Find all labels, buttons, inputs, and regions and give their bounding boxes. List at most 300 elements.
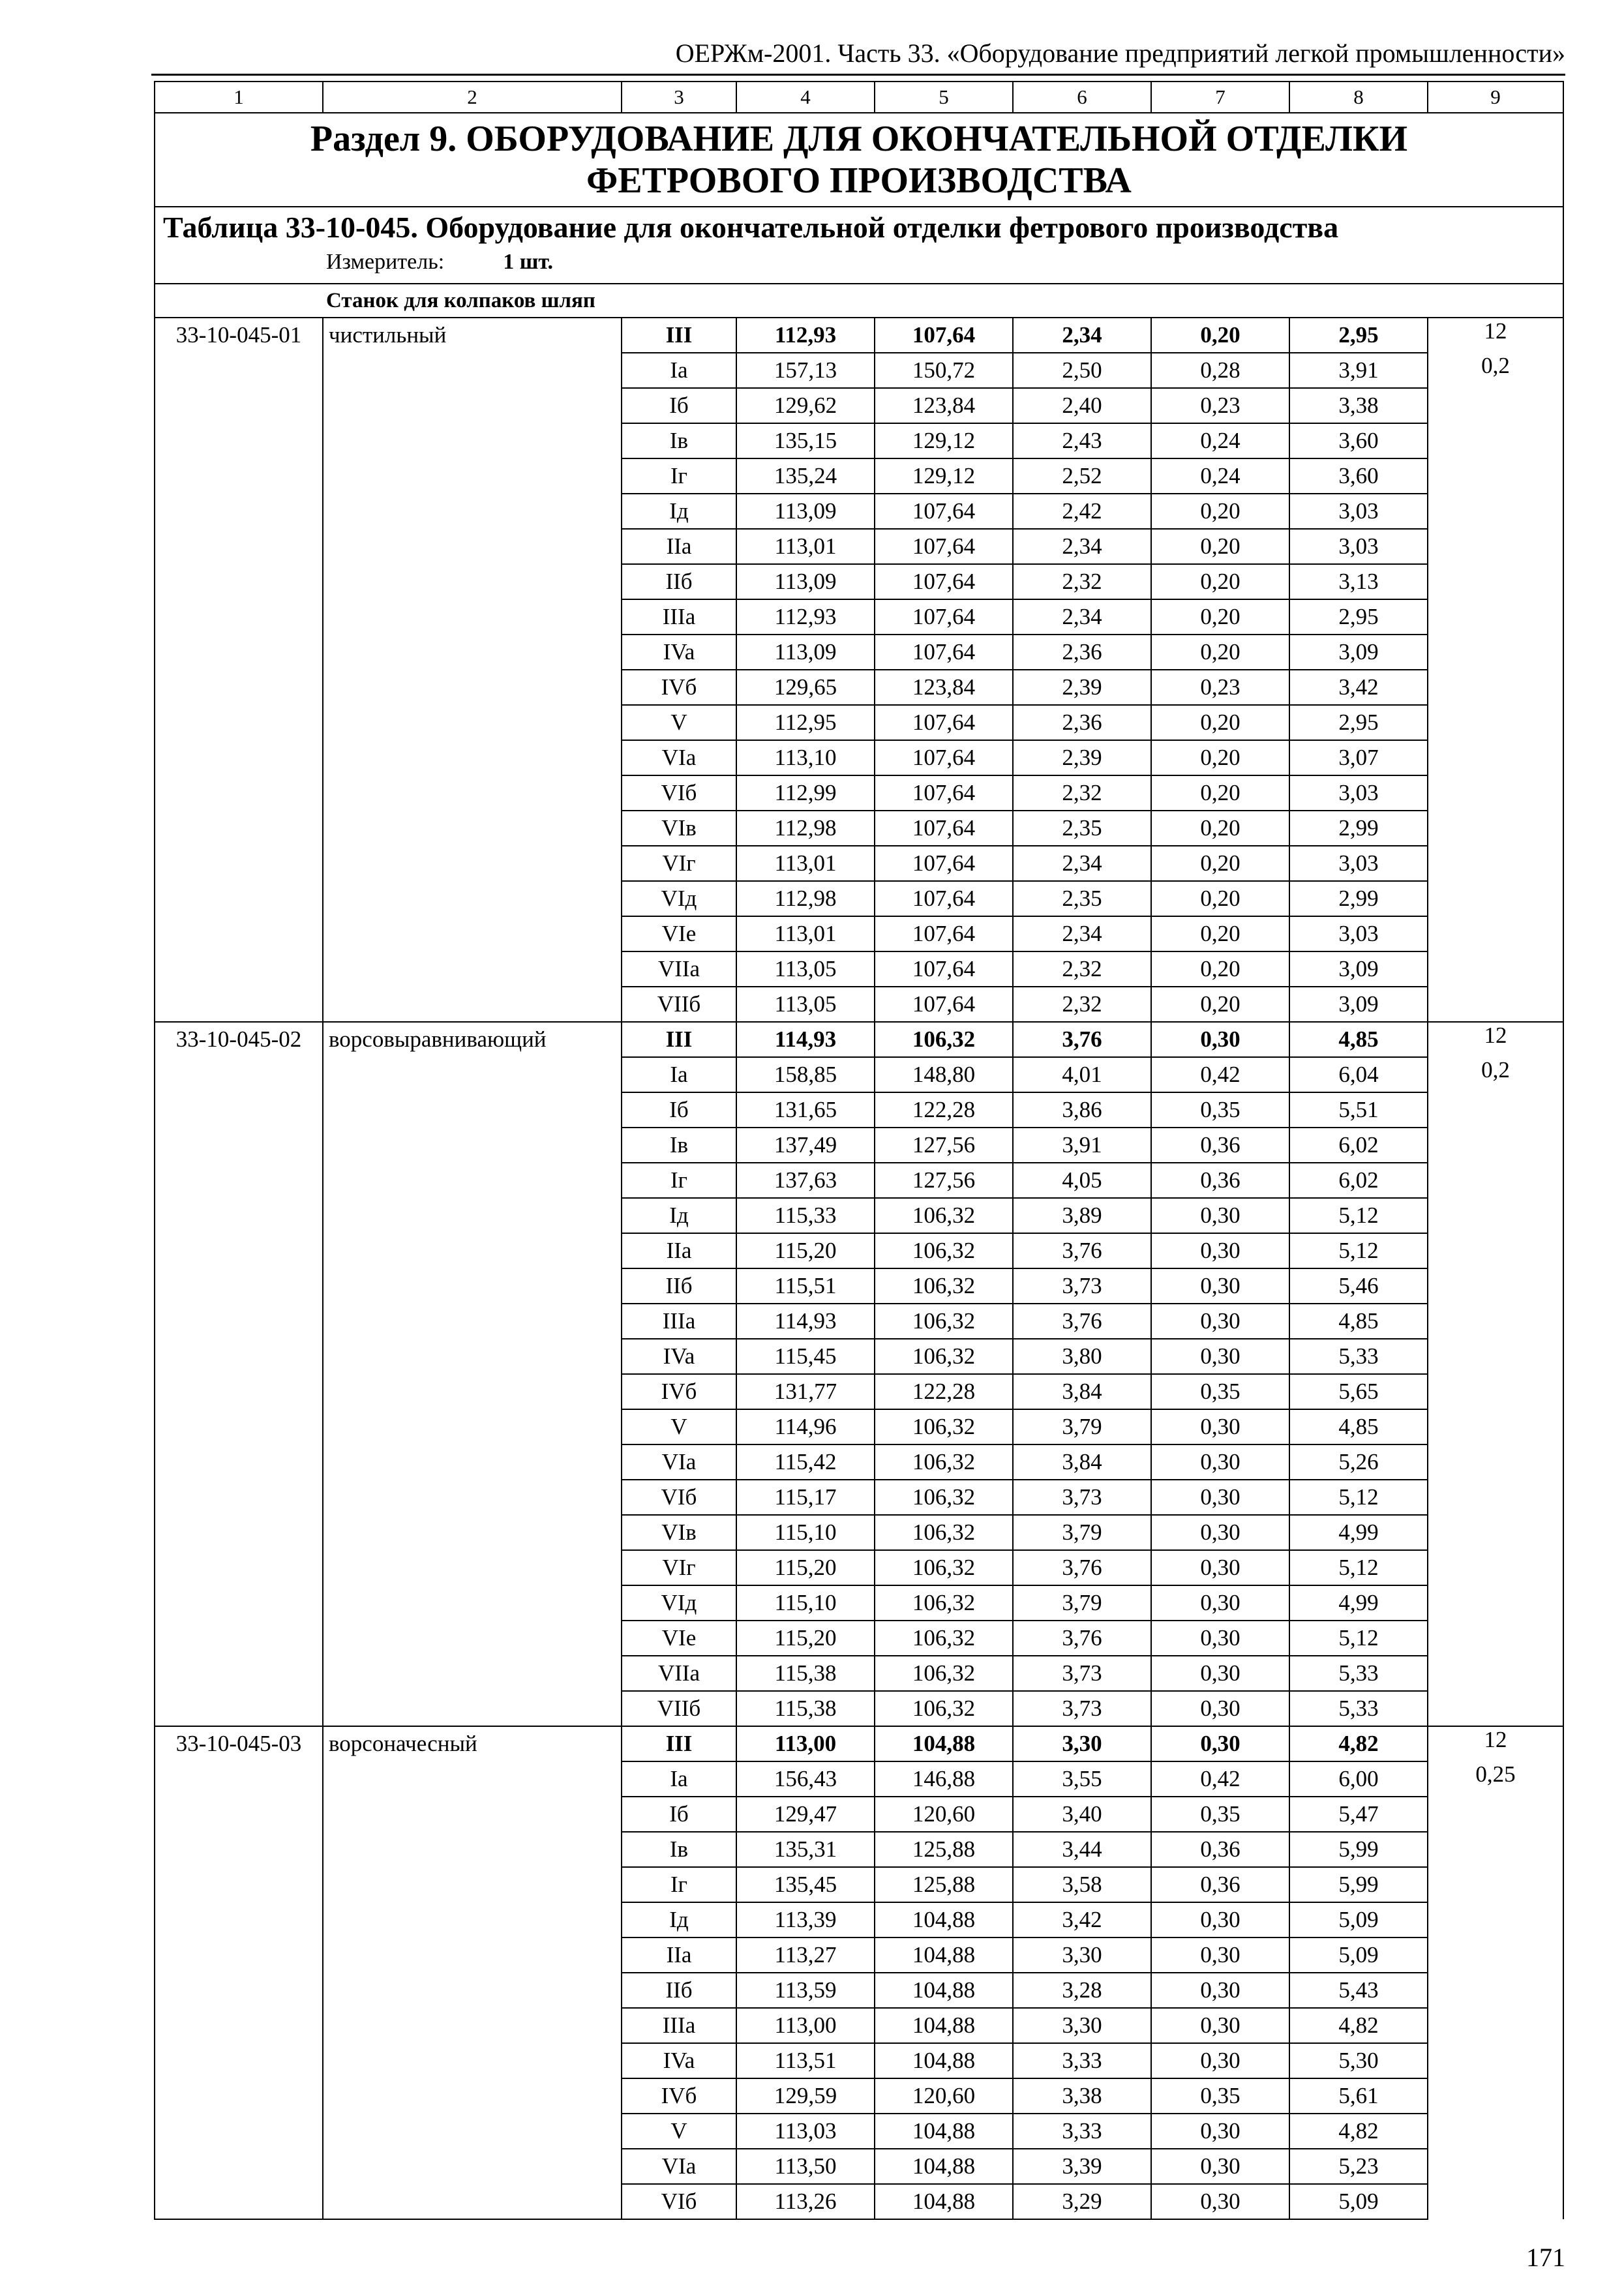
value-cell: 107,64 [875, 987, 1013, 1022]
value-cell: 3,09 [1289, 987, 1428, 1022]
value-cell: 0,30 [1151, 1444, 1289, 1480]
value-cell: 115,20 [736, 1550, 875, 1585]
value-cell: 107,64 [875, 881, 1013, 916]
value-cell: 107,64 [875, 564, 1013, 599]
value-cell: 113,50 [736, 2149, 875, 2184]
value-cell: 5,12 [1289, 1480, 1428, 1515]
column-9-cell [1428, 2184, 1563, 2219]
column-9-cell: 0,25 [1428, 1761, 1563, 1797]
value-cell: 156,43 [736, 1761, 875, 1797]
value-cell: 6,02 [1289, 1163, 1428, 1198]
value-cell: 0,30 [1151, 1339, 1289, 1374]
value-cell: 4,01 [1013, 1057, 1151, 1092]
value-cell: 0,20 [1151, 846, 1289, 881]
value-cell: 107,64 [875, 494, 1013, 529]
value-cell: 0,30 [1151, 1902, 1289, 1937]
value-cell: 2,34 [1013, 529, 1151, 564]
value-cell: 135,24 [736, 458, 875, 494]
resource-name: чистильный [323, 318, 622, 1022]
value-cell: 3,03 [1289, 494, 1428, 529]
column-9-cell [1428, 1163, 1563, 1198]
value-cell: 5,33 [1289, 1656, 1428, 1691]
zone-cell: III [622, 318, 736, 353]
value-cell: 125,88 [875, 1867, 1013, 1902]
column-9-cell [1428, 458, 1563, 494]
value-cell: 5,23 [1289, 2149, 1428, 2184]
value-cell: 129,65 [736, 670, 875, 705]
value-cell: 5,61 [1289, 2078, 1428, 2114]
value-cell: 5,33 [1289, 1691, 1428, 1726]
value-cell: 131,77 [736, 1374, 875, 1409]
zone-cell: IIIa [622, 1304, 736, 1339]
zone-cell: V [622, 2114, 736, 2149]
value-cell: 3,09 [1289, 635, 1428, 670]
zone-cell: VIa [622, 2149, 736, 2184]
value-cell: 122,28 [875, 1092, 1013, 1128]
table-title-row [155, 207, 1563, 284]
value-cell: 113,09 [736, 494, 875, 529]
value-cell: 106,32 [875, 1550, 1013, 1585]
column-9-cell: 12 [1428, 1726, 1563, 1761]
column-9-cell [1428, 775, 1563, 811]
value-cell: 4,05 [1013, 1163, 1151, 1198]
value-cell: 0,20 [1151, 599, 1289, 635]
zone-cell: VIIa [622, 951, 736, 987]
value-cell: 3,07 [1289, 740, 1428, 775]
zone-cell: VIв [622, 1515, 736, 1550]
zone-cell: IVa [622, 1339, 736, 1374]
value-cell: 5,09 [1289, 1937, 1428, 1973]
value-cell: 0,30 [1151, 2008, 1289, 2043]
value-cell: 3,73 [1013, 1268, 1151, 1304]
unit-label: Измеритель: [326, 250, 445, 274]
value-cell: 137,49 [736, 1128, 875, 1163]
value-cell: 0,30 [1151, 1304, 1289, 1339]
value-cell: 106,32 [875, 1022, 1013, 1057]
value-cell: 0,30 [1151, 2114, 1289, 2149]
value-cell: 5,09 [1289, 1902, 1428, 1937]
value-cell: 5,12 [1289, 1233, 1428, 1268]
zone-cell: VIд [622, 1585, 736, 1621]
zone-cell: IVa [622, 2043, 736, 2078]
value-cell: 5,51 [1289, 1092, 1428, 1128]
column-9-cell [1428, 1409, 1563, 1444]
value-cell: 3,44 [1013, 1832, 1151, 1867]
zone-cell: Iд [622, 1198, 736, 1233]
column-number: 7 [1151, 82, 1289, 113]
column-9-cell [1428, 599, 1563, 635]
zone-cell: IIIa [622, 599, 736, 635]
zone-cell: VIIб [622, 1691, 736, 1726]
unit-value: 1 шт. [503, 250, 554, 274]
zone-cell: IVa [622, 635, 736, 670]
zone-cell: IIб [622, 1268, 736, 1304]
value-cell: 0,20 [1151, 740, 1289, 775]
value-cell: 0,30 [1151, 1409, 1289, 1444]
value-cell: 2,95 [1289, 599, 1428, 635]
subtitle-row [155, 284, 1563, 318]
value-cell: 123,84 [875, 388, 1013, 423]
value-cell: 0,24 [1151, 458, 1289, 494]
value-cell: 0,30 [1151, 1621, 1289, 1656]
value-cell: 5,09 [1289, 2184, 1428, 2219]
value-cell: 3,76 [1013, 1304, 1151, 1339]
value-cell: 3,73 [1013, 1691, 1151, 1726]
value-cell: 120,60 [875, 2078, 1013, 2114]
value-cell: 0,35 [1151, 1797, 1289, 1832]
value-cell: 106,32 [875, 1233, 1013, 1268]
value-cell: 114,96 [736, 1409, 875, 1444]
zone-cell: VIб [622, 1480, 736, 1515]
zone-cell: VIe [622, 1621, 736, 1656]
value-cell: 3,03 [1289, 916, 1428, 951]
value-cell: 3,91 [1013, 1128, 1151, 1163]
value-cell: 2,35 [1013, 811, 1151, 846]
value-cell: 107,64 [875, 811, 1013, 846]
value-cell: 120,60 [875, 1797, 1013, 1832]
value-cell: 0,30 [1151, 2149, 1289, 2184]
zone-cell: Iб [622, 388, 736, 423]
section-title [155, 113, 1563, 207]
zone-cell: V [622, 1409, 736, 1444]
value-cell: 0,20 [1151, 635, 1289, 670]
column-number: 4 [736, 82, 875, 113]
zone-cell: IIб [622, 564, 736, 599]
column-9-cell [1428, 1198, 1563, 1233]
resource-name: ворсоначесный [323, 1726, 622, 2219]
value-cell: 106,32 [875, 1480, 1013, 1515]
value-cell: 112,99 [736, 775, 875, 811]
value-cell: 158,85 [736, 1057, 875, 1092]
value-cell: 115,20 [736, 1621, 875, 1656]
value-cell: 5,12 [1289, 1198, 1428, 1233]
table-subtitle: Станок для колпаков шляп [155, 284, 1563, 318]
value-cell: 115,51 [736, 1268, 875, 1304]
value-cell: 150,72 [875, 353, 1013, 388]
value-cell: 3,73 [1013, 1656, 1151, 1691]
header-rule [151, 74, 1565, 76]
value-cell: 2,36 [1013, 635, 1151, 670]
value-cell: 115,10 [736, 1515, 875, 1550]
value-cell: 157,13 [736, 353, 875, 388]
value-cell: 114,93 [736, 1022, 875, 1057]
value-cell: 107,64 [875, 916, 1013, 951]
value-cell: 146,88 [875, 1761, 1013, 1797]
value-cell: 113,05 [736, 951, 875, 987]
column-9-cell [1428, 1797, 1563, 1832]
value-cell: 0,20 [1151, 775, 1289, 811]
value-cell: 106,32 [875, 1409, 1013, 1444]
column-9-cell [1428, 564, 1563, 599]
value-cell: 3,80 [1013, 1339, 1151, 1374]
value-cell: 135,31 [736, 1832, 875, 1867]
resource-code: 33-10-045-02 [155, 1022, 323, 1726]
value-cell: 112,98 [736, 811, 875, 846]
zone-cell: VIa [622, 740, 736, 775]
column-9-cell [1428, 1444, 1563, 1480]
value-cell: 3,09 [1289, 951, 1428, 987]
zone-cell: VIб [622, 775, 736, 811]
zone-cell: Ia [622, 1761, 736, 1797]
value-cell: 3,28 [1013, 1973, 1151, 2008]
column-9-cell [1428, 705, 1563, 740]
value-cell: 115,38 [736, 1656, 875, 1691]
column-9-cell [1428, 916, 1563, 951]
value-cell: 3,91 [1289, 353, 1428, 388]
column-9-cell [1428, 1304, 1563, 1339]
column-9-cell [1428, 1128, 1563, 1163]
value-cell: 107,64 [875, 951, 1013, 987]
zone-cell: VIг [622, 846, 736, 881]
value-cell: 115,17 [736, 1480, 875, 1515]
value-cell: 2,34 [1013, 318, 1151, 353]
value-cell: 0,36 [1151, 1832, 1289, 1867]
table-title-cell [155, 207, 1563, 284]
value-cell: 0,30 [1151, 2043, 1289, 2078]
column-9-cell [1428, 388, 1563, 423]
value-cell: 6,04 [1289, 1057, 1428, 1092]
column-9-cell [1428, 1480, 1563, 1515]
column-9-cell [1428, 2043, 1563, 2078]
value-cell: 135,15 [736, 423, 875, 458]
value-cell: 127,56 [875, 1128, 1013, 1163]
value-cell: 106,32 [875, 1656, 1013, 1691]
value-cell: 123,84 [875, 670, 1013, 705]
value-cell: 104,88 [875, 1937, 1013, 1973]
value-cell: 5,65 [1289, 1374, 1428, 1409]
table-row [155, 1022, 1563, 1057]
zone-cell: VIг [622, 1550, 736, 1585]
value-cell: 113,01 [736, 916, 875, 951]
column-number: 1 [155, 82, 323, 113]
value-cell: 6,00 [1289, 1761, 1428, 1797]
zone-cell: IIa [622, 1937, 736, 1973]
value-cell: 3,39 [1013, 2149, 1151, 2184]
value-cell: 0,20 [1151, 494, 1289, 529]
unit-line [163, 248, 1555, 277]
value-cell: 113,00 [736, 1726, 875, 1761]
value-cell: 3,33 [1013, 2114, 1151, 2149]
value-cell: 3,03 [1289, 775, 1428, 811]
column-9-cell [1428, 811, 1563, 846]
value-cell: 129,59 [736, 2078, 875, 2114]
column-9-cell [1428, 740, 1563, 775]
value-cell: 0,36 [1151, 1128, 1289, 1163]
value-cell: 2,50 [1013, 353, 1151, 388]
column-9-cell [1428, 1656, 1563, 1691]
value-cell: 113,05 [736, 987, 875, 1022]
column-9-cell [1428, 881, 1563, 916]
value-cell: 0,36 [1151, 1163, 1289, 1198]
value-cell: 2,39 [1013, 670, 1151, 705]
value-cell: 113,39 [736, 1902, 875, 1937]
zone-cell: III [622, 1022, 736, 1057]
value-cell: 107,64 [875, 529, 1013, 564]
value-cell: 104,88 [875, 2008, 1013, 2043]
value-cell: 3,60 [1289, 423, 1428, 458]
value-cell: 0,30 [1151, 1726, 1289, 1761]
value-cell: 3,58 [1013, 1867, 1151, 1902]
zone-cell: IVб [622, 2078, 736, 2114]
value-cell: 129,12 [875, 458, 1013, 494]
value-cell: 3,84 [1013, 1444, 1151, 1480]
value-cell: 112,98 [736, 881, 875, 916]
value-cell: 113,26 [736, 2184, 875, 2219]
zone-cell: VIe [622, 916, 736, 951]
value-cell: 107,64 [875, 705, 1013, 740]
zone-cell: V [622, 705, 736, 740]
column-9-cell [1428, 1550, 1563, 1585]
value-cell: 5,30 [1289, 2043, 1428, 2078]
value-cell: 2,32 [1013, 951, 1151, 987]
value-cell: 3,79 [1013, 1515, 1151, 1550]
value-cell: 107,64 [875, 635, 1013, 670]
value-cell: 2,39 [1013, 740, 1151, 775]
column-number: 6 [1013, 82, 1151, 113]
value-cell: 113,00 [736, 2008, 875, 2043]
value-cell: 0,28 [1151, 353, 1289, 388]
zone-cell: Iг [622, 1867, 736, 1902]
resource-code: 33-10-045-01 [155, 318, 323, 1022]
value-cell: 0,30 [1151, 1022, 1289, 1057]
value-cell: 106,32 [875, 1198, 1013, 1233]
value-cell: 2,34 [1013, 916, 1151, 951]
value-cell: 6,02 [1289, 1128, 1428, 1163]
zone-cell: IIб [622, 1973, 736, 2008]
value-cell: 115,33 [736, 1198, 875, 1233]
value-cell: 4,82 [1289, 2008, 1428, 2043]
value-cell: 0,23 [1151, 670, 1289, 705]
value-cell: 129,12 [875, 423, 1013, 458]
zone-cell: Iв [622, 423, 736, 458]
value-cell: 2,32 [1013, 775, 1151, 811]
value-cell: 2,95 [1289, 705, 1428, 740]
norms-table [154, 81, 1564, 2220]
zone-cell: VIв [622, 811, 736, 846]
value-cell: 0,20 [1151, 529, 1289, 564]
value-cell: 0,35 [1151, 1092, 1289, 1128]
zone-cell: Iв [622, 1128, 736, 1163]
value-cell: 0,20 [1151, 811, 1289, 846]
column-9-cell [1428, 1233, 1563, 1268]
zone-cell: VIб [622, 2184, 736, 2219]
value-cell: 0,42 [1151, 1761, 1289, 1797]
column-9-cell: 0,2 [1428, 1057, 1563, 1092]
value-cell: 3,03 [1289, 529, 1428, 564]
value-cell: 125,88 [875, 1832, 1013, 1867]
value-cell: 106,32 [875, 1585, 1013, 1621]
column-9-cell [1428, 987, 1563, 1022]
zone-cell: Iг [622, 458, 736, 494]
value-cell: 113,01 [736, 529, 875, 564]
value-cell: 2,52 [1013, 458, 1151, 494]
value-cell: 2,95 [1289, 318, 1428, 353]
value-cell: 5,99 [1289, 1867, 1428, 1902]
value-cell: 4,82 [1289, 1726, 1428, 1761]
value-cell: 0,30 [1151, 2184, 1289, 2219]
column-number: 3 [622, 82, 736, 113]
zone-cell: Iб [622, 1797, 736, 1832]
column-9-cell [1428, 529, 1563, 564]
value-cell: 104,88 [875, 2184, 1013, 2219]
value-cell: 2,43 [1013, 423, 1151, 458]
value-cell: 0,20 [1151, 916, 1289, 951]
value-cell: 113,27 [736, 1937, 875, 1973]
zone-cell: Iг [622, 1163, 736, 1198]
zone-cell: Iд [622, 1902, 736, 1937]
value-cell: 113,09 [736, 635, 875, 670]
value-cell: 0,20 [1151, 564, 1289, 599]
column-9-cell [1428, 2149, 1563, 2184]
value-cell: 107,64 [875, 599, 1013, 635]
value-cell: 129,62 [736, 388, 875, 423]
value-cell: 3,60 [1289, 458, 1428, 494]
value-cell: 4,99 [1289, 1515, 1428, 1550]
value-cell: 115,42 [736, 1444, 875, 1480]
table-row [155, 318, 1563, 353]
value-cell: 113,01 [736, 846, 875, 881]
value-cell: 3,38 [1289, 388, 1428, 423]
zone-cell: Iв [622, 1832, 736, 1867]
column-9-cell [1428, 1937, 1563, 1973]
zone-cell: VIa [622, 1444, 736, 1480]
value-cell: 122,28 [875, 1374, 1013, 1409]
value-cell: 106,32 [875, 1268, 1013, 1304]
value-cell: 5,26 [1289, 1444, 1428, 1480]
column-9-cell [1428, 1902, 1563, 1937]
value-cell: 131,65 [736, 1092, 875, 1128]
value-cell: 112,93 [736, 599, 875, 635]
table-title: Таблица 33-10-045. Оборудование для окончательной отделки фетрового производства [163, 211, 1339, 244]
value-cell: 115,10 [736, 1585, 875, 1621]
value-cell: 3,33 [1013, 2043, 1151, 2078]
value-cell: 115,45 [736, 1339, 875, 1374]
value-cell: 0,42 [1151, 1057, 1289, 1092]
value-cell: 3,76 [1013, 1621, 1151, 1656]
value-cell: 2,35 [1013, 881, 1151, 916]
value-cell: 4,82 [1289, 2114, 1428, 2149]
value-cell: 0,20 [1151, 705, 1289, 740]
value-cell: 114,93 [736, 1304, 875, 1339]
value-cell: 104,88 [875, 1902, 1013, 1937]
column-9-cell [1428, 670, 1563, 705]
value-cell: 0,30 [1151, 1550, 1289, 1585]
value-cell: 0,20 [1151, 881, 1289, 916]
value-cell: 3,13 [1289, 564, 1428, 599]
value-cell: 137,63 [736, 1163, 875, 1198]
value-cell: 129,47 [736, 1797, 875, 1832]
value-cell: 3,30 [1013, 1726, 1151, 1761]
value-cell: 0,30 [1151, 1198, 1289, 1233]
value-cell: 106,32 [875, 1691, 1013, 1726]
zone-cell: VIд [622, 881, 736, 916]
value-cell: 3,86 [1013, 1092, 1151, 1128]
column-9-cell [1428, 1339, 1563, 1374]
value-cell: 106,32 [875, 1621, 1013, 1656]
value-cell: 5,33 [1289, 1339, 1428, 1374]
value-cell: 0,20 [1151, 951, 1289, 987]
value-cell: 0,30 [1151, 1656, 1289, 1691]
value-cell: 2,40 [1013, 388, 1151, 423]
value-cell: 113,51 [736, 2043, 875, 2078]
value-cell: 113,09 [736, 564, 875, 599]
value-cell: 0,35 [1151, 1374, 1289, 1409]
resource-name: ворсовыравнивающий [323, 1022, 622, 1726]
value-cell: 2,34 [1013, 599, 1151, 635]
value-cell: 0,30 [1151, 1233, 1289, 1268]
value-cell: 3,76 [1013, 1022, 1151, 1057]
column-9-cell: 12 [1428, 318, 1563, 353]
